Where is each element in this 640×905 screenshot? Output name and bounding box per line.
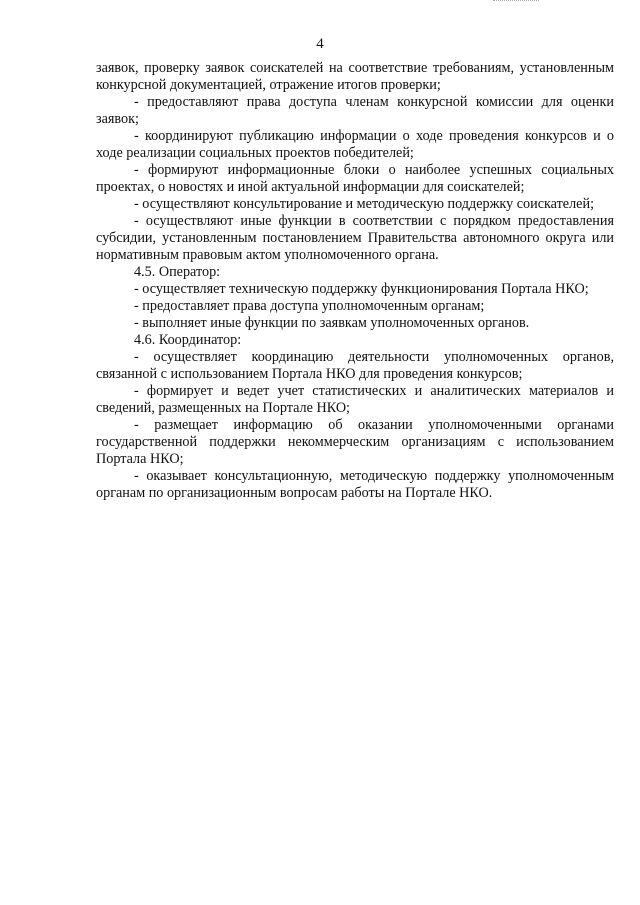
paragraph: - осуществляет техническую поддержку функционирования Портала НКО; [134,281,589,297]
section-heading-coordinator: 4.6. Координатор: [134,332,242,348]
paragraph: - выполняет иные функции по заявкам уполномоченных органов. [134,315,530,331]
paragraph: - осуществляют консультирование и методическую поддержку соискателей; [134,196,595,212]
paragraph: - осуществляет координацию деятельности уполномоченных органов, связанной с использованием Портала НКО для проведения конкурсов; [96,349,614,382]
paragraph: - формирует и ведет учет статистических и аналитических материалов и сведений, размещенных на Портале НКО; [96,383,614,416]
paragraph: заявок, проверку заявок соискателей на соответствие требованиям, установленным конкурсной документацией, отражение итогов проверки; [96,60,614,93]
paragraph: - предоставляет права доступа уполномоченным органам; [134,298,485,314]
paragraph: - предоставляют права доступа членам конкурсной комиссии для оценки заявок; [96,94,614,127]
document-body [96,60,614,502]
paragraph: - координируют публикацию информации о ходе проведения конкурсов и о ходе реализации социальных проектов победителей; [96,128,614,161]
page-number: 4 [316,36,324,52]
section-heading-operator: 4.5. Оператор: [134,264,221,280]
paragraph: - формируют информационные блоки о наиболее успешных социальных проектах, о новостях и иной актуальной информации для соискателей; [96,162,614,195]
paragraph: - оказывает консультационную, методическую поддержку уполномоченным органам по организационным вопросам работы на Портале НКО. [96,468,614,501]
paragraph: - осуществляют иные функции в соответствии с порядком предоставления субсидии, установленным постановлением Правительства автономного округа или нормативным правовым актом уполномоченного органа. [96,213,614,263]
paragraph: - размещает информацию об оказании уполномоченными органами государственной поддержки некоммерческим организациям с использованием Портала НКО; [96,417,614,467]
scan-edge-mark [493,0,539,4]
